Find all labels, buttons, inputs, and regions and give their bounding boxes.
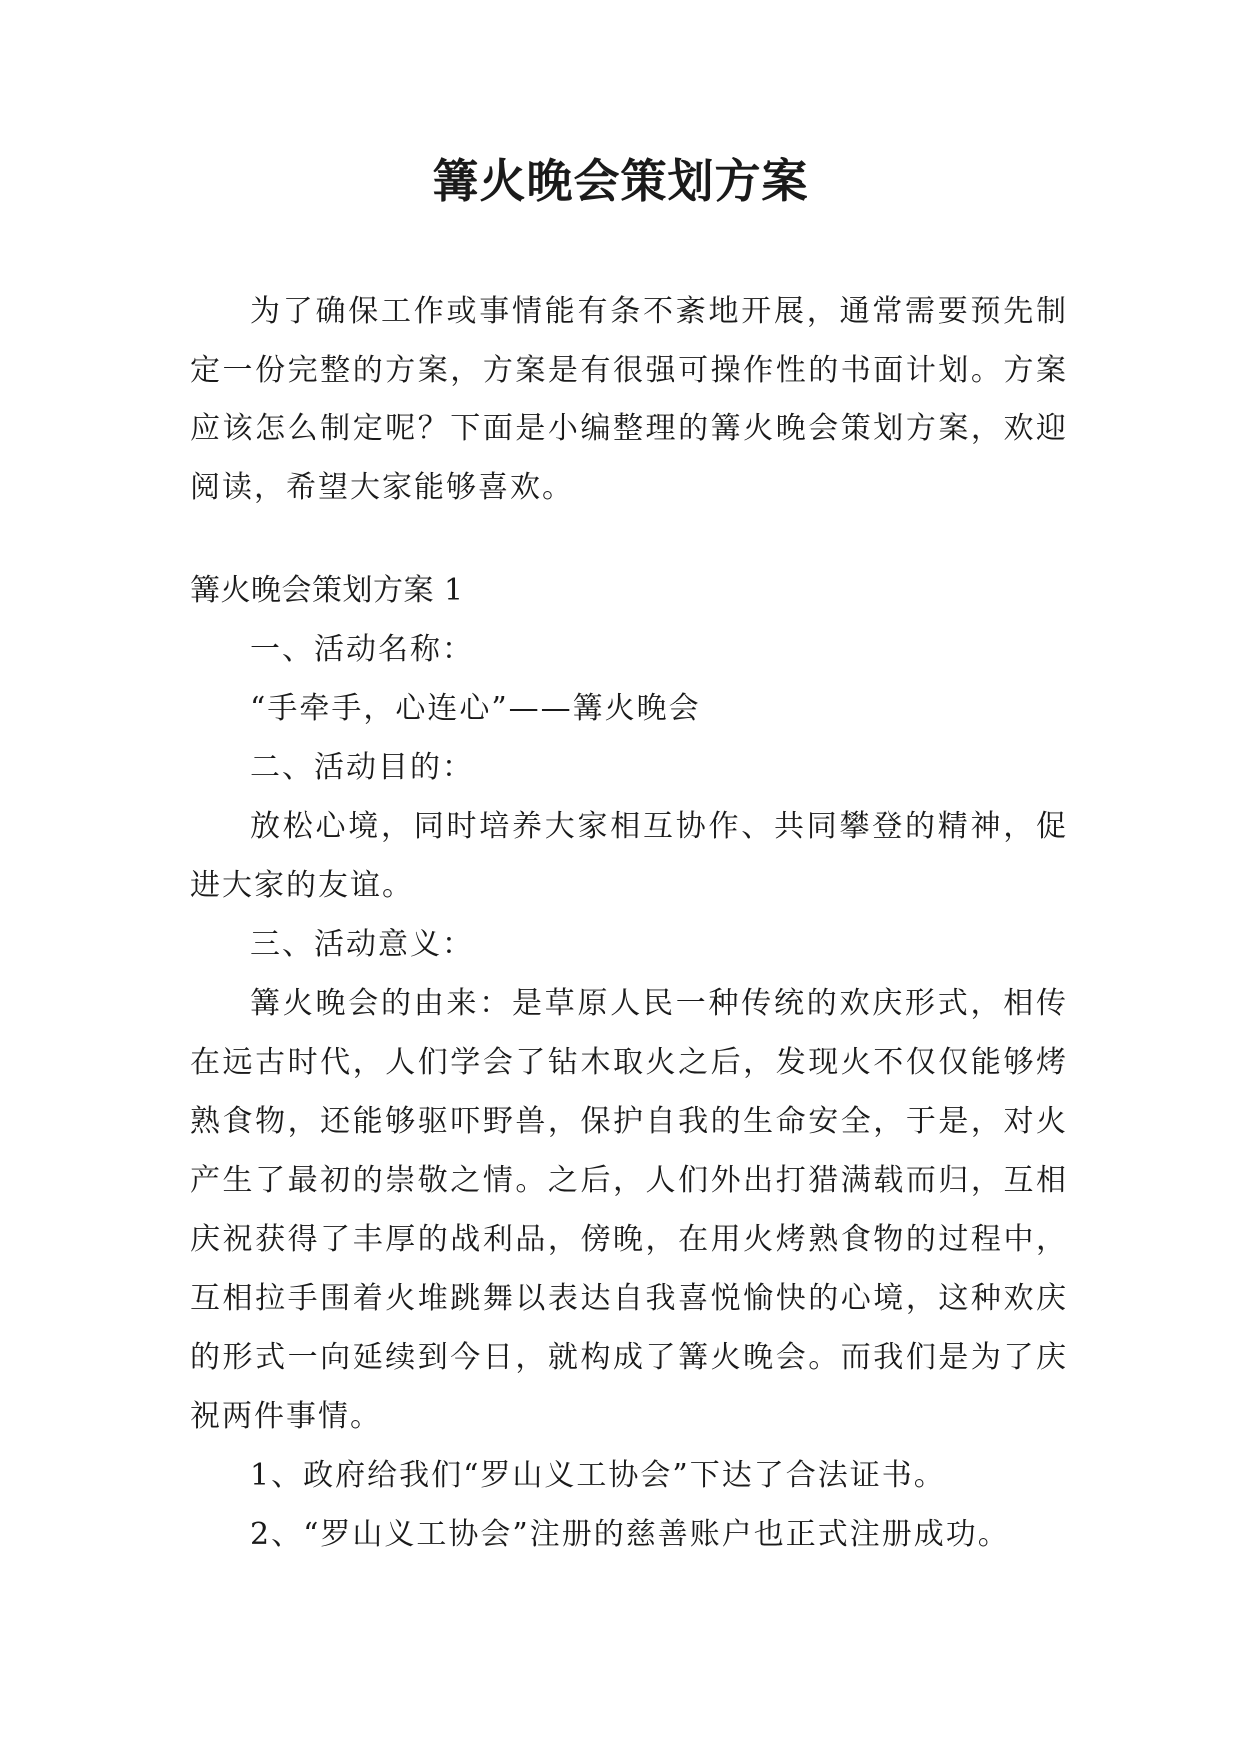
- heading-activity-name: 一、活动名称：: [250, 632, 474, 667]
- intro-paragraph: 为了确保工作或事情能有条不紊地开展，通常需要预先制定一份完整的方案，方案是有很强可操作性的书面计划。方案应该怎么制定呢？下面是小编整理的篝火晚会策划方案，欢迎阅读，希望大家能够喜欢。: [190, 294, 1068, 505]
- document-title: 篝火晚会策划方案: [432, 154, 809, 208]
- heading-activity-purpose: 二、活动目的：: [250, 750, 474, 785]
- list-item-1: 1、政府给我们“罗山义工协会”下达了合法证书。: [250, 1458, 946, 1493]
- activity-purpose-paragraph: 放松心境，同时培养大家相互协作、共同攀登的精神，促进大家的友谊。: [190, 809, 1068, 903]
- heading-activity-meaning: 三、活动意义：: [250, 927, 474, 962]
- document-body: [190, 283, 1068, 1564]
- activity-meaning-paragraph: 篝火晚会的由来：是草原人民一种传统的欢庆形式，相传在远古时代，人们学会了钻木取火之后，发现火不仅仅能够烤熟食物，还能够驱吓野兽，保护自我的生命安全，于是，对火产生了最初的崇敬之情。之后，人们外出打猎满载而归，互相庆祝获得了丰厚的战利品，傍晚，在用火烤熟食物的过程中，互相拉手围着火堆跳舞以表达自我喜悦愉快的心境，这种欢庆的形式一向延续到今日，就构成了篝火晚会。而我们是为了庆祝两件事情。: [190, 986, 1068, 1434]
- list-item-2: 2、“罗山义工协会”注册的慈善账户也正式注册成功。: [250, 1517, 1010, 1552]
- activity-name-text: “手牵手，心连心”——篝火晚会: [250, 691, 701, 726]
- section-title: 篝火晚会策划方案 1: [190, 573, 464, 608]
